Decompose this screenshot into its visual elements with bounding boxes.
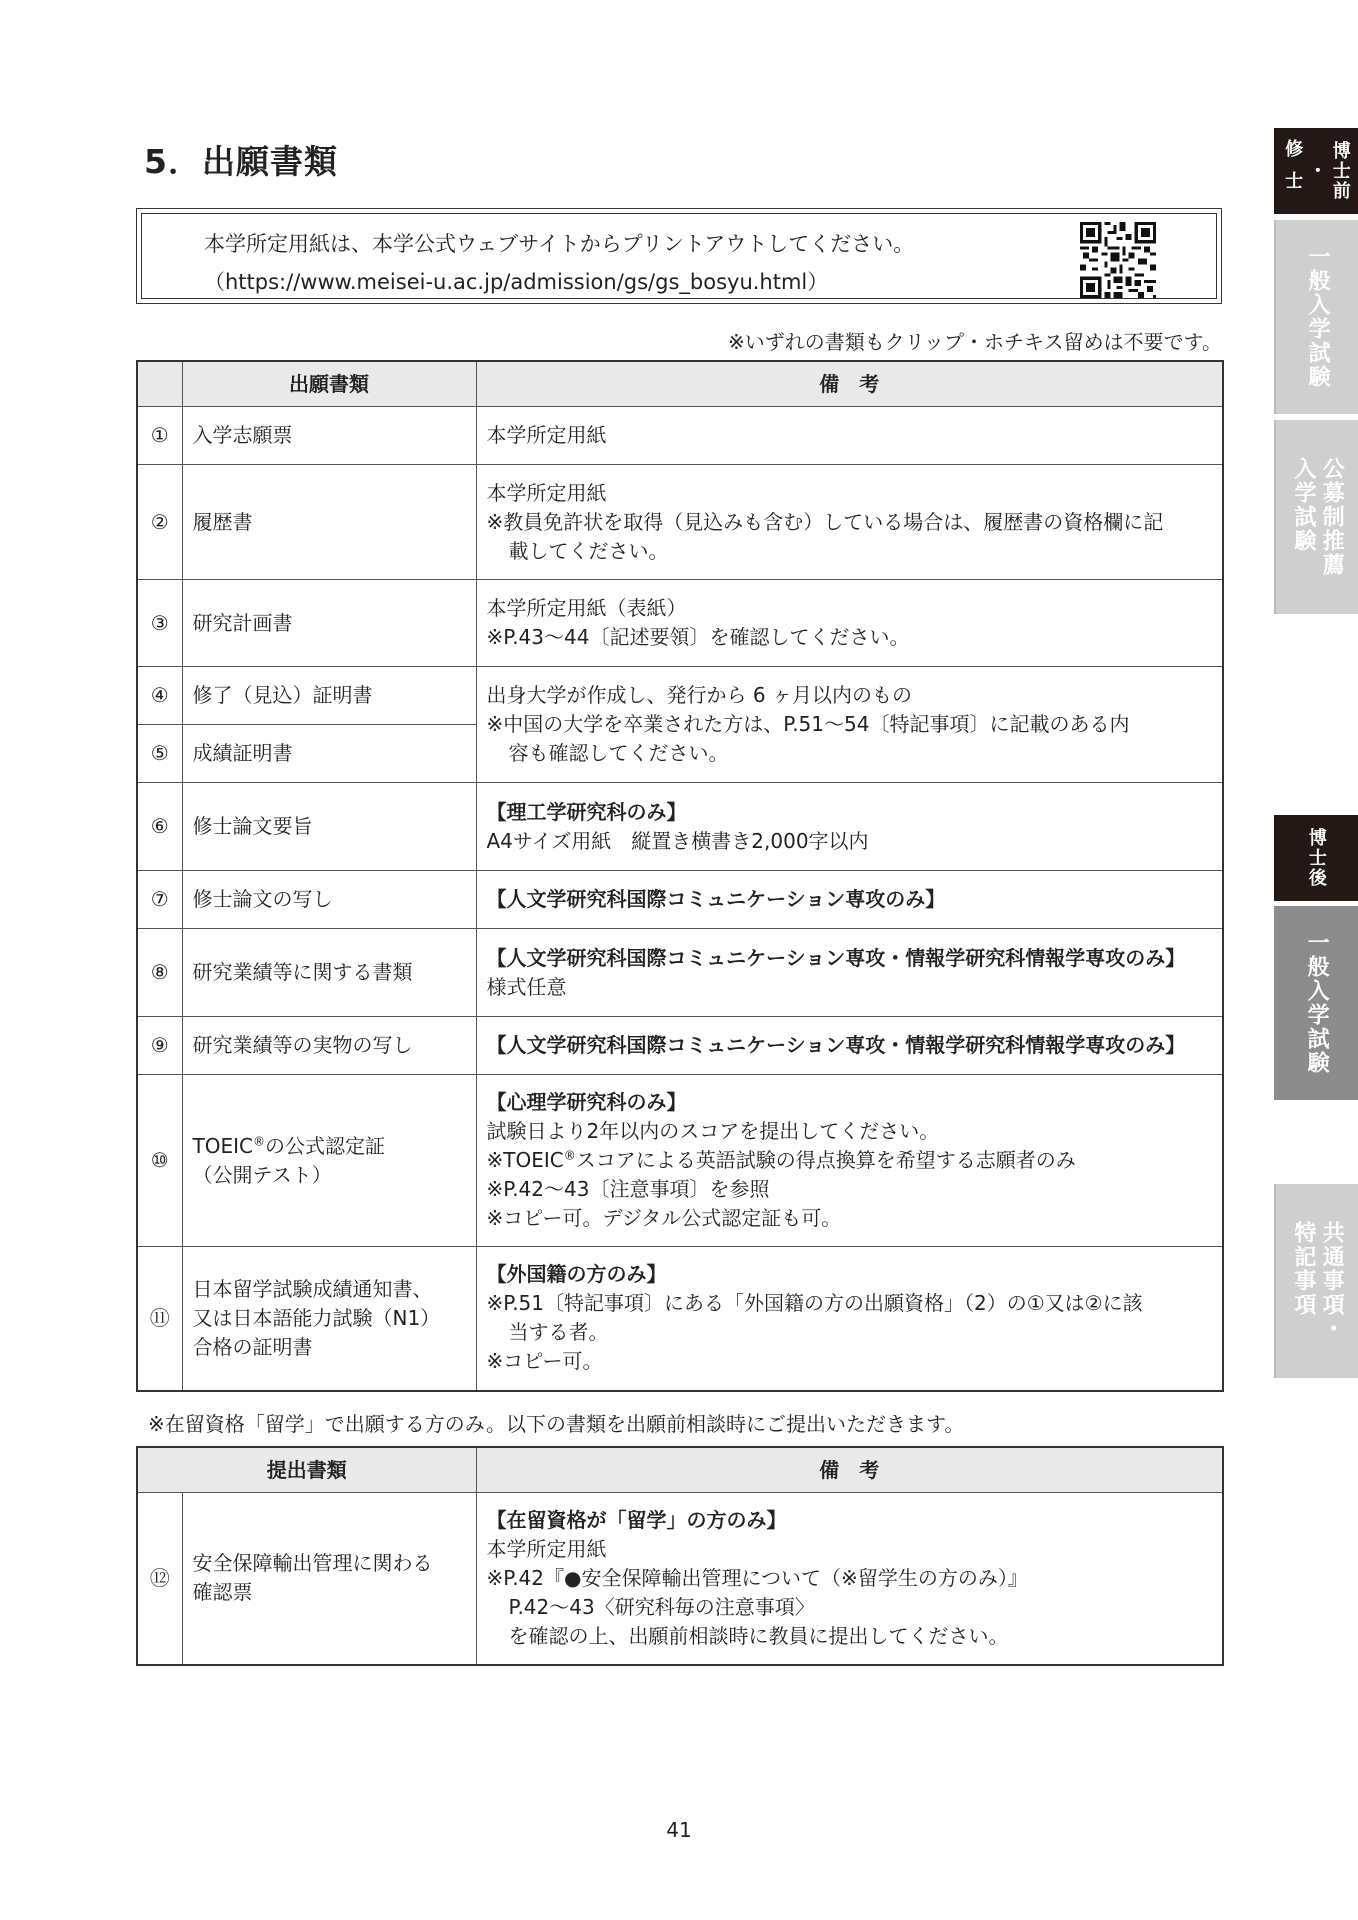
- row-number: ②: [137, 465, 182, 580]
- row-number: ⑧: [137, 929, 182, 1017]
- submission-documents-table: [136, 1446, 1224, 1666]
- row-number: ①: [137, 407, 182, 465]
- row-number: ⑥: [137, 783, 182, 871]
- table-row: [137, 667, 1223, 725]
- table-row: [137, 580, 1223, 667]
- header-documents: 出願書類: [182, 361, 476, 407]
- row-number: ⑫: [137, 1493, 182, 1665]
- table-header-row: [137, 361, 1223, 407]
- document-notes: 本学所定用紙（表紙） ※P.43〜44〔記述要領〕を確認してください。: [476, 580, 1223, 667]
- row-number: ③: [137, 580, 182, 667]
- row-number: ④: [137, 667, 182, 725]
- row-number: ⑨: [137, 1017, 182, 1075]
- document-notes: 【人文学研究科国際コミュニケーション専攻・情報学研究科情報学専攻のみ】: [476, 1017, 1223, 1075]
- document-notes: 【在留資格が「留学」の方のみ】 本学所定用紙 ※P.42『●安全保障輸出管理について（※留学生の方のみ）』 P.42〜43〈研究科毎の注意事項〉 を確認の上、出願前相談時に教員に提出してください。: [476, 1493, 1223, 1665]
- side-tab-master[interactable]: 博士前 ・ 修士: [1274, 128, 1358, 214]
- document-name: 修士論文要旨: [182, 783, 476, 871]
- table-row: [137, 871, 1223, 929]
- document-notes: 【外国籍の方のみ】 ※P.51〔特記事項〕にある「外国籍の方の出願資格」（2）の①又は②に該 当する者。 ※コピー可。: [476, 1247, 1223, 1391]
- document-name: 研究業績等に関する書類: [182, 929, 476, 1017]
- row-number: ⑪: [137, 1247, 182, 1391]
- page-number: 41: [666, 1818, 692, 1842]
- header-notes: 備 考: [476, 1447, 1223, 1493]
- document-notes: 【心理学研究科のみ】 試験日より2年以内のスコアを提出してください。 ※TOEIC®スコアによる英語試験の得点換算を希望する志願者のみ ※P.42〜43〔注意事項〕を参照 ※コピー可。デジタル公式認定証も可。: [476, 1075, 1223, 1247]
- row-number: ⑤: [137, 725, 182, 783]
- side-tab-general-exam[interactable]: 一般入学試験: [1274, 220, 1358, 414]
- qr-code-icon: [1080, 222, 1156, 298]
- application-documents-table: [136, 360, 1224, 1392]
- table-row: [137, 929, 1223, 1017]
- document-name: TOEIC®の公式認定証 （公開テスト）: [182, 1075, 476, 1247]
- document-name: 日本留学試験成績通知書、 又は日本語能力試験（N1） 合格の証明書: [182, 1247, 476, 1391]
- notice-url: （https://www.meisei-u.ac.jp/admission/gs/gs_bosyu.html）: [204, 270, 829, 294]
- document-notes: 本学所定用紙: [476, 407, 1223, 465]
- document-name: 修士論文の写し: [182, 871, 476, 929]
- document-notes: 【人文学研究科国際コミュニケーション専攻のみ】: [476, 871, 1223, 929]
- table-row: [137, 1017, 1223, 1075]
- row-number: ⑩: [137, 1075, 182, 1247]
- section-title: 5．出願書類: [144, 142, 338, 181]
- side-tab-common-notes[interactable]: 共通事項・ 特記事項: [1274, 1184, 1358, 1378]
- table-header-row: [137, 1447, 1223, 1493]
- table-row: [137, 1493, 1223, 1665]
- table-row: [137, 465, 1223, 580]
- document-notes: 【理工学研究科のみ】 A4サイズ用紙 縦置き横書き2,000字以内: [476, 783, 1223, 871]
- document-name: 入学志願票: [182, 407, 476, 465]
- table-row: [137, 407, 1223, 465]
- notice-box: [136, 208, 1222, 304]
- document-name: 履歴書: [182, 465, 476, 580]
- table-row: [137, 1075, 1223, 1247]
- side-tab-recommendation-exam[interactable]: 公募制推薦 入学試験: [1274, 420, 1358, 614]
- document-name: 研究計画書: [182, 580, 476, 667]
- note-ryugaku: ※在留資格「留学」で出願する方のみ。以下の書類を出願前相談時にご提出いただきます。: [148, 1412, 965, 1436]
- side-tab-doctoral-general-exam[interactable]: 一般入学試験: [1274, 906, 1358, 1100]
- document-notes: 本学所定用紙 ※教員免許状を取得（見込みも含む）している場合は、履歴書の資格欄に記 載してください。: [476, 465, 1223, 580]
- document-notes: 出身大学が作成し、発行から 6 ヶ月以内のもの ※中国の大学を卒業された方は、P.51〜54〔特記事項〕に記載のある内 容も確認してください。: [476, 667, 1223, 783]
- document-name: 安全保障輸出管理に関わる 確認票: [182, 1493, 476, 1665]
- header-submission-documents: 提出書類: [137, 1447, 476, 1493]
- table-row: [137, 783, 1223, 871]
- side-tab-doctoral[interactable]: 博士後: [1274, 815, 1358, 901]
- document-name: 研究業績等の実物の写し: [182, 1017, 476, 1075]
- row-number: ⑦: [137, 871, 182, 929]
- header-notes: 備 考: [476, 361, 1223, 407]
- table-row: [137, 1247, 1223, 1391]
- document-notes: 【人文学研究科国際コミュニケーション専攻・情報学研究科情報学専攻のみ】 様式任意: [476, 929, 1223, 1017]
- document-name: 成績証明書: [182, 725, 476, 783]
- note-no-clips: ※いずれの書類もクリップ・ホチキス留めは不要です。: [728, 330, 1222, 354]
- document-name: 修了（見込）証明書: [182, 667, 476, 725]
- notice-text: 本学所定用紙は、本学公式ウェブサイトからプリントアウトしてください。: [204, 232, 915, 256]
